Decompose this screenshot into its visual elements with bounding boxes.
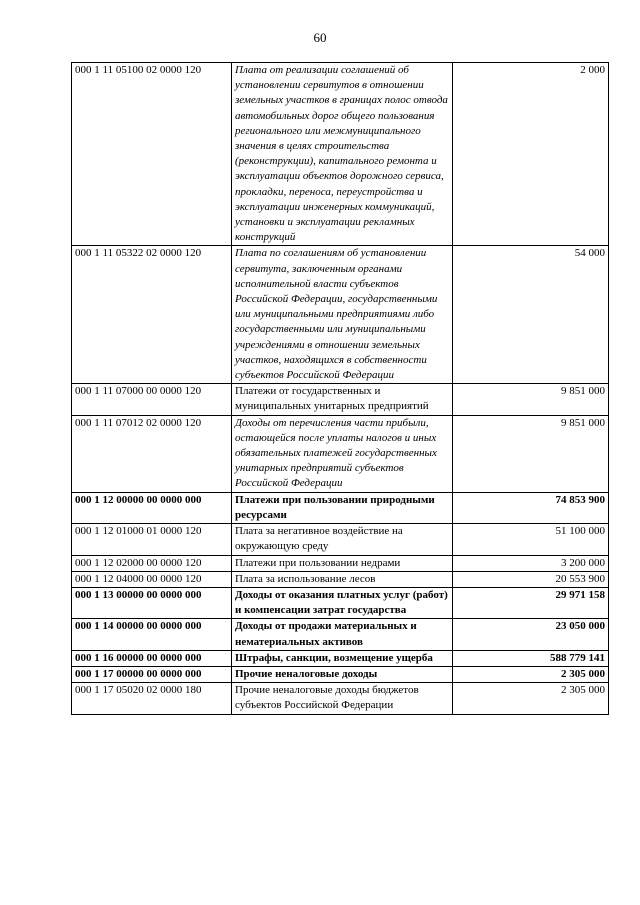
table-row: [72, 555, 609, 571]
budget-code-cell: 000 1 17 00000 00 0000 000: [72, 666, 232, 682]
budget-code-cell: 000 1 11 05100 02 0000 120: [72, 63, 232, 246]
budget-code-cell: 000 1 12 04000 00 0000 120: [72, 571, 232, 587]
budget-code-cell: 000 1 11 07012 02 0000 120: [72, 415, 232, 492]
revenue-name-cell: Доходы от продажи материальных и нематериальных активов: [232, 619, 453, 650]
amount-cell: 23 050 000: [453, 619, 609, 650]
revenue-name-cell: Плата за негативное воздействие на окружающую среду: [232, 524, 453, 555]
budget-code-cell: 000 1 12 02000 00 0000 120: [72, 555, 232, 571]
budget-code-cell: 000 1 11 07000 00 0000 120: [72, 384, 232, 415]
revenue-name-cell: Прочие неналоговые доходы бюджетов субъектов Российской Федерации: [232, 683, 453, 714]
budget-code-cell: 000 1 12 00000 00 0000 000: [72, 492, 232, 523]
table-row: [72, 384, 609, 415]
revenue-name-cell: Доходы от перечисления части прибыли, остающейся после уплаты налогов и иных обязательных платежей государственных унитарных предприятий субъектов Российской Федерации: [232, 415, 453, 492]
revenue-name-cell: Плата по соглашениям об установлении сервитута, заключенным органами исполнительной власти субъектов Российской Федерации, государственными или муниципальными предприятиями либо государственными или муниципальными учреждениями в отношении земельных участков, находящихся в собственности субъектов Российской Федерации: [232, 246, 453, 384]
table-row: [72, 619, 609, 650]
revenue-table: [71, 62, 609, 715]
amount-cell: 9 851 000: [453, 384, 609, 415]
amount-cell: 74 853 900: [453, 492, 609, 523]
table-row: [72, 492, 609, 523]
budget-code-cell: 000 1 17 05020 02 0000 180: [72, 683, 232, 714]
amount-cell: 20 553 900: [453, 571, 609, 587]
revenue-name-cell: Плата за использование лесов: [232, 571, 453, 587]
revenue-table-body: [72, 63, 609, 715]
budget-code-cell: 000 1 13 00000 00 0000 000: [72, 587, 232, 618]
budget-code-cell: 000 1 11 05322 02 0000 120: [72, 246, 232, 384]
amount-cell: 9 851 000: [453, 415, 609, 492]
table-row: [72, 650, 609, 666]
table-row: [72, 683, 609, 714]
table-row: [72, 63, 609, 246]
revenue-name-cell: Штрафы, санкции, возмещение ущерба: [232, 650, 453, 666]
table-row: [72, 666, 609, 682]
budget-code-cell: 000 1 12 01000 01 0000 120: [72, 524, 232, 555]
budget-code-cell: 000 1 16 00000 00 0000 000: [72, 650, 232, 666]
amount-cell: 588 779 141: [453, 650, 609, 666]
table-row: [72, 415, 609, 492]
revenue-name-cell: Платежи от государственных и муниципальных унитарных предприятий: [232, 384, 453, 415]
table-row: [72, 587, 609, 618]
amount-cell: 3 200 000: [453, 555, 609, 571]
amount-cell: 29 971 158: [453, 587, 609, 618]
budget-code-cell: 000 1 14 00000 00 0000 000: [72, 619, 232, 650]
amount-cell: 2 305 000: [453, 683, 609, 714]
revenue-name-cell: Плата от реализации соглашений об установлении сервитутов в отношении земельных участков в границах полос отвода автомобильных дорог общего пользования регионального или межмуниципального значения в целях строительства (реконструкции), капитального ремонта и эксплуатации объектов дорожного сервиса, прокладки, переноса, переустройства и эксплуатации инженерных коммуникаций, установки и эксплуатации рекламных конструкций: [232, 63, 453, 246]
amount-cell: 51 100 000: [453, 524, 609, 555]
table-row: [72, 246, 609, 384]
revenue-name-cell: Платежи при пользовании природными ресурсами: [232, 492, 453, 523]
amount-cell: 2 000: [453, 63, 609, 246]
table-row: [72, 571, 609, 587]
table-row: [72, 524, 609, 555]
revenue-name-cell: Доходы от оказания платных услуг (работ) и компенсации затрат государства: [232, 587, 453, 618]
amount-cell: 54 000: [453, 246, 609, 384]
page-number: 60: [313, 30, 327, 45]
amount-cell: 2 305 000: [453, 666, 609, 682]
revenue-name-cell: Платежи при пользовании недрами: [232, 555, 453, 571]
revenue-name-cell: Прочие неналоговые доходы: [232, 666, 453, 682]
